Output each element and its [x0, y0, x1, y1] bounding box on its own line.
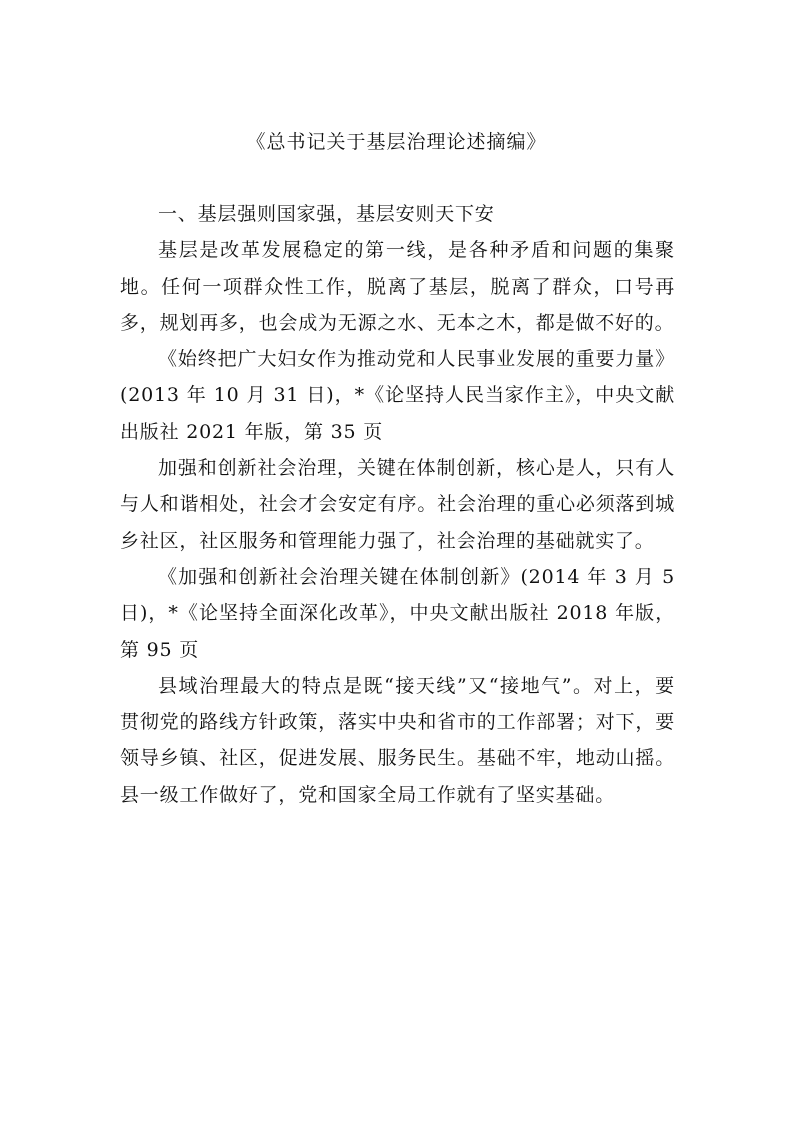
document-body — [120, 196, 675, 813]
body-paragraph: 加强和创新社会治理，关键在体制创新，核心是人，只有人与人和谐相处，社会才会安定有序。社会治理的重心必须落到城乡社区，社区服务和管理能力强了，社会治理的基础就实了。 — [120, 457, 675, 552]
citation-paragraph: 《始终把广大妇女作为推动党和人民事业发展的重要力量》(2013 年 10 月 31 日)，*《论坚持人民当家作主》，中央文献出版社 2021 年版，第 35 页 — [120, 348, 675, 443]
body-paragraph: 基层是改革发展稳定的第一线，是各种矛盾和问题的集聚地。任何一项群众性工作，脱离了基层，脱离了群众，口号再多，规划再多，也会成为无源之水、无本之木，都是做不好的。 — [120, 239, 675, 334]
document-title: 《总书记关于基层治理论述摘编》 — [246, 131, 547, 153]
section-heading: 一、基层强则国家强，基层安则天下安 — [158, 203, 495, 225]
citation-paragraph: 《加强和创新社会治理关键在体制创新》(2014 年 3 月 5 日)，*《论坚持全面深化改革》，中央文献出版社 2018 年版，第 95 页 — [120, 565, 675, 661]
body-paragraph: 县域治理最大的特点是既“接天线”又“接地气”。对上，要贯彻党的路线方针政策，落实中央和省市的工作部署；对下，要领导乡镇、社区，促进发展、服务民生。基础不牢，地动山摇。县一级工作做好了，党和国家全局工作就有了坚实基础。 — [120, 674, 675, 806]
